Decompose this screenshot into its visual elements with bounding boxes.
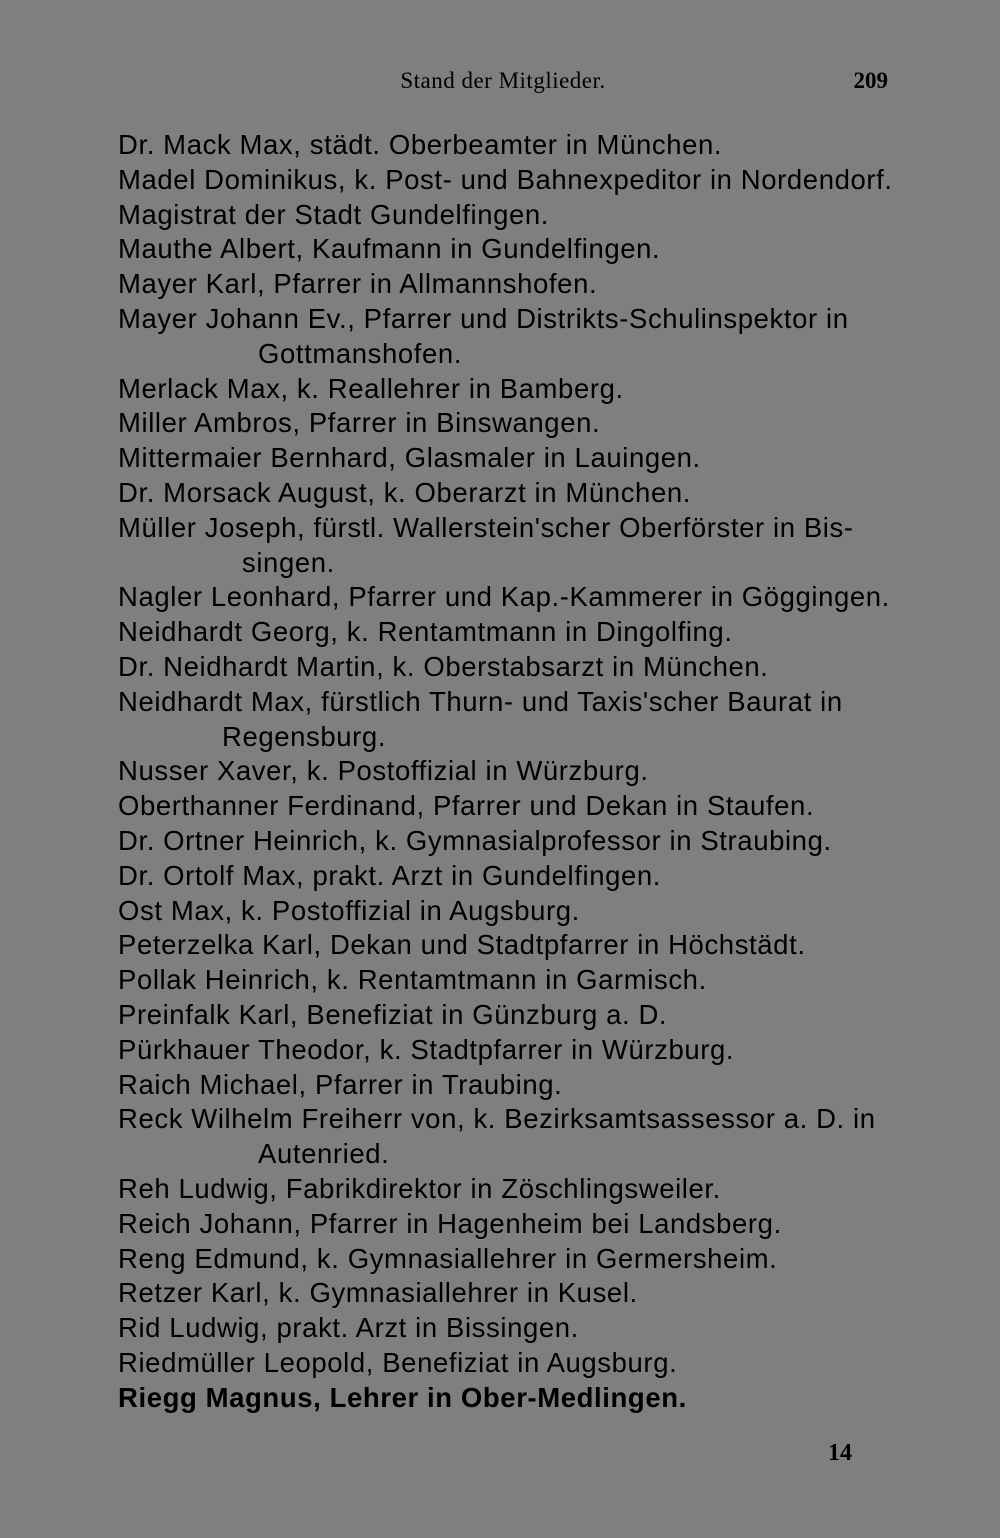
list-item: Pürkhauer Theodor, k. Stadtpfarrer in Würzburg. [118,1033,735,1065]
list-item: Nagler Leonhard, Pfarrer und Kap.-Kammerer in Göggingen. [118,581,890,613]
list-item: Mauthe Albert, Kaufmann in Gundelfingen. [118,233,661,265]
list-item: Raich Michael, Pfarrer in Traubing. [118,1068,563,1100]
signature-mark: 14 [828,1440,852,1466]
list-item: Dr. Mack Max, städt. Oberbeamter in München. [118,129,723,160]
list-item: Riedmüller Leopold, Benefiziat in Augsburg. [118,1346,678,1378]
member-list [118,128,893,1415]
list-item: Neidhardt Georg, k. Rentamtmann in Dingolfing. [118,616,733,648]
list-item-continuation: Gottmanshofen. [258,337,463,369]
list-item: Mayer Karl, Pfarrer in Allmannshofen. [118,268,598,300]
list-item: Neidhardt Max, fürstlich Thurn- und Taxis'scher Baurat in Regensburg. [118,685,888,755]
list-item: Nusser Xaver, k. Postoffizial in Würzburg. [118,755,649,787]
page-number: 209 [853,68,888,93]
list-item: Madel Dominikus, k. Post- und Bahnexpeditor in Nordendorf. [118,163,893,195]
list-item: Retzer Karl, k. Gymnasiallehrer in Kusel. [118,1277,638,1309]
list-item: Peterzelka Karl, Dekan und Stadtpfarrer in Höchstädt. [118,929,806,961]
list-item: Reh Ludwig, Fabrikdirektor in Zöschlingsweiler. [118,1172,721,1204]
list-item: Preinfalk Karl, Benefiziat in Günzburg a. D. [118,998,668,1030]
list-item: Dr. Ortolf Max, prakt. Arzt in Gundelfingen. [118,859,662,891]
list-item: Mayer Johann Ev., Pfarrer und Distrikts-Schulinspektor in Gottmanshofen. [118,302,888,372]
page-header [118,64,888,104]
list-item: Rid Ludwig, prakt. Arzt in Bissingen. [118,1312,579,1344]
list-item: Riegg Magnus, Lehrer in Ober-Medlingen. [118,1381,687,1413]
list-item: Müller Joseph, fürstl. Wallerstein'scher Oberförster in Bis- singen. [118,511,888,581]
list-item-continuation: Regensburg. [222,720,387,752]
list-item: Reng Edmund, k. Gymnasiallehrer in Germersheim. [118,1242,778,1274]
list-item: Dr. Ortner Heinrich, k. Gymnasialprofessor in Straubing. [118,824,832,856]
list-item: Oberthanner Ferdinand, Pfarrer und Dekan in Staufen. [118,790,815,822]
list-item: Reck Wilhelm Freiherr von, k. Bezirksamtsassessor a. D. in Autenried. [118,1102,888,1172]
list-item: Dr. Neidhardt Martin, k. Oberstabsarzt in München. [118,650,769,682]
list-item-continuation: singen. [242,546,335,578]
list-item: Ost Max, k. Postoffizial in Augsburg. [118,894,580,926]
list-item: Mittermaier Bernhard, Glasmaler in Lauingen. [118,442,701,474]
list-item: Pollak Heinrich, k. Rentamtmann in Garmisch. [118,964,707,996]
running-title: Stand der Mitglieder. [400,68,606,93]
list-item-continuation: Autenried. [258,1138,390,1170]
list-item: Dr. Morsack August, k. Oberarzt in München. [118,476,691,508]
list-item: Magistrat der Stadt Gundelfingen. [118,198,550,230]
list-item: Reich Johann, Pfarrer in Hagenheim bei Landsberg. [118,1207,782,1239]
list-item: Miller Ambros, Pfarrer in Binswangen. [118,407,601,439]
list-item: Merlack Max, k. Reallehrer in Bamberg. [118,372,624,404]
